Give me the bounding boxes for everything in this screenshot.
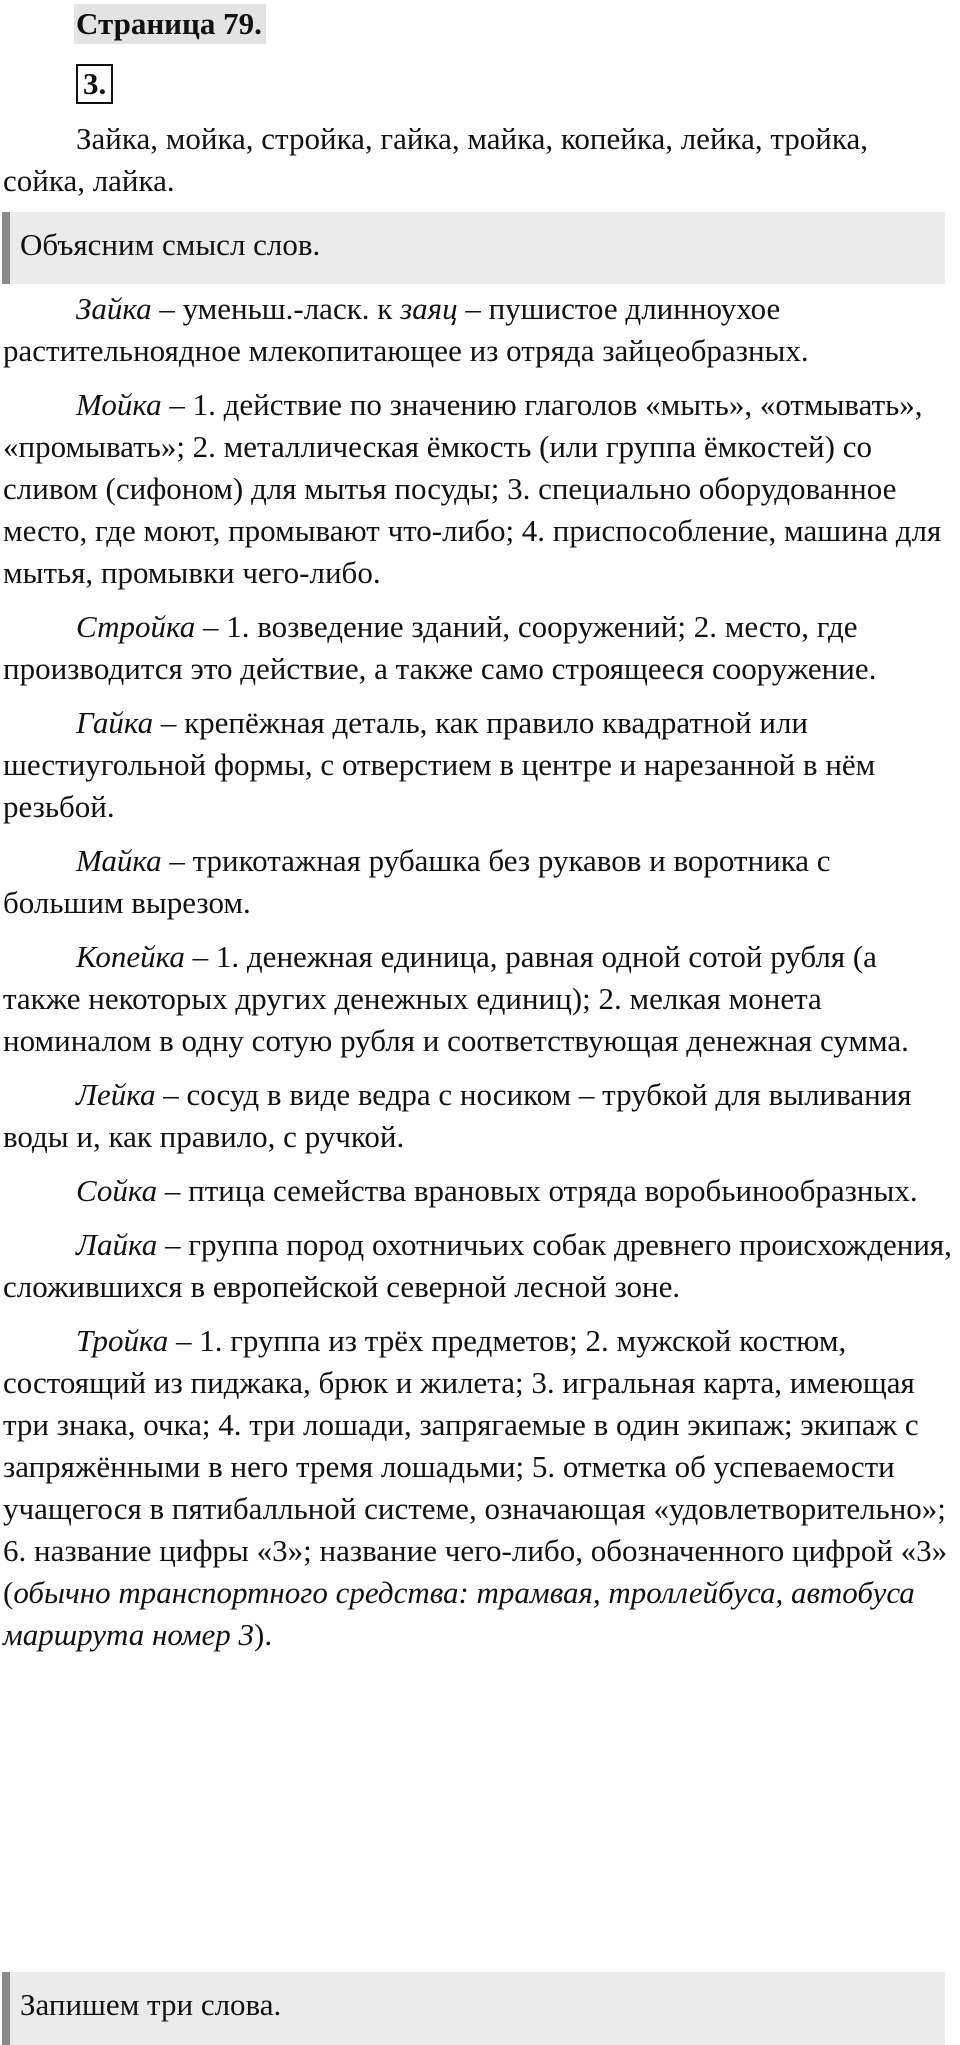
definition-gayka: Гайка – крепёжная деталь, как правило квадратной или шестиугольной формы, с отверстием в центре и нарезанной в нём резьбой. [3,705,876,824]
definitions-list [3,288,958,1668]
instruction-box-write [2,1972,945,2045]
definition-term: Стройка [76,609,196,644]
definition-term: Лайка [76,1227,158,1262]
definition-term: Майка [76,843,162,878]
definition-term: Тройка [76,1323,169,1358]
definition-term: Лейка [76,1077,156,1112]
definition-stroyka: Стройка – 1. возведение зданий, сооружений; 2. место, где производится это действие, а также само строящееся сооружение. [3,609,877,686]
words-list: Зайка, мойка, стройка, гайка, майка, копейка, лейка, тройка, сойка, лайка. [3,121,868,198]
instruction-box-explain [2,212,945,284]
definition-layka: Лайка – группа пород охотничьих собак древнего происхождения, сложившихся в европейской северной лесной зоне. [3,1227,952,1304]
task-number: 3. [76,64,113,104]
definition-term: Сойка [76,1173,158,1208]
definition-kopeyka: Копейка – 1. денежная единица, равная одной сотой рубля (а также некоторых других денежных единиц); 2. мелкая монета номиналом в одну сотую рубля и соответствующая денежная сумма. [3,939,909,1058]
definition-zayka: Зайка – уменьш.-ласк. к заяц – пушистое длинноухое растительноядное млекопитающее из отряда зайцеобразных. [3,291,809,368]
definition-mayka: Майка – трикотажная рубашка без рукавов и воротника с большим вырезом. [3,843,831,920]
definition-term: Зайка [76,291,152,326]
definition-leyka: Лейка – сосуд в виде ведра с носиком – трубкой для выливания воды и, как правило, с ручкой. [3,1077,912,1154]
definition-troyka: Тройка – 1. группа из трёх предметов; 2. мужской костюм, состоящий из пиджака, брюк и жилета; 3. игральная карта, имеющая три знака, очка; 4. три лошади, запрягаемые в один экипаж; экипаж с запряжёнными в него тремя лошадьми; 5. отметка об успеваемости учащегося в пятибалльной системе, означающая «удовлетворительно»; 6. название цифры «3»; название чего-либо, обозначенного цифрой «3» (обычно транспортного средства: трамвая, троллейбуса, автобуса маршрута номер 3). [3,1323,948,1652]
page-title: Страница 79. [74,4,266,44]
definition-term: Гайка [76,705,154,740]
instruction-text: Запишем три слова. [20,1987,282,2022]
definition-term: Копейка [76,939,185,974]
instruction-text: Объясним смысл слов. [20,227,321,262]
definition-moyka: Мойка – 1. действие по значению глаголов «мыть», «отмывать», «промывать»; 2. металлическая ёмкость (или группа ёмкостей) со сливом (сифоном) для мытья посуды; 3. специально оборудованное место, где моют, промывают что-либо; 4. приспособление, машина для мытья, промывки чего-либо. [3,387,942,590]
definition-soyka: Сойка – птица семейства врановых отряда воробьинообразных. [76,1173,918,1208]
definition-term: Мойка [76,387,162,422]
